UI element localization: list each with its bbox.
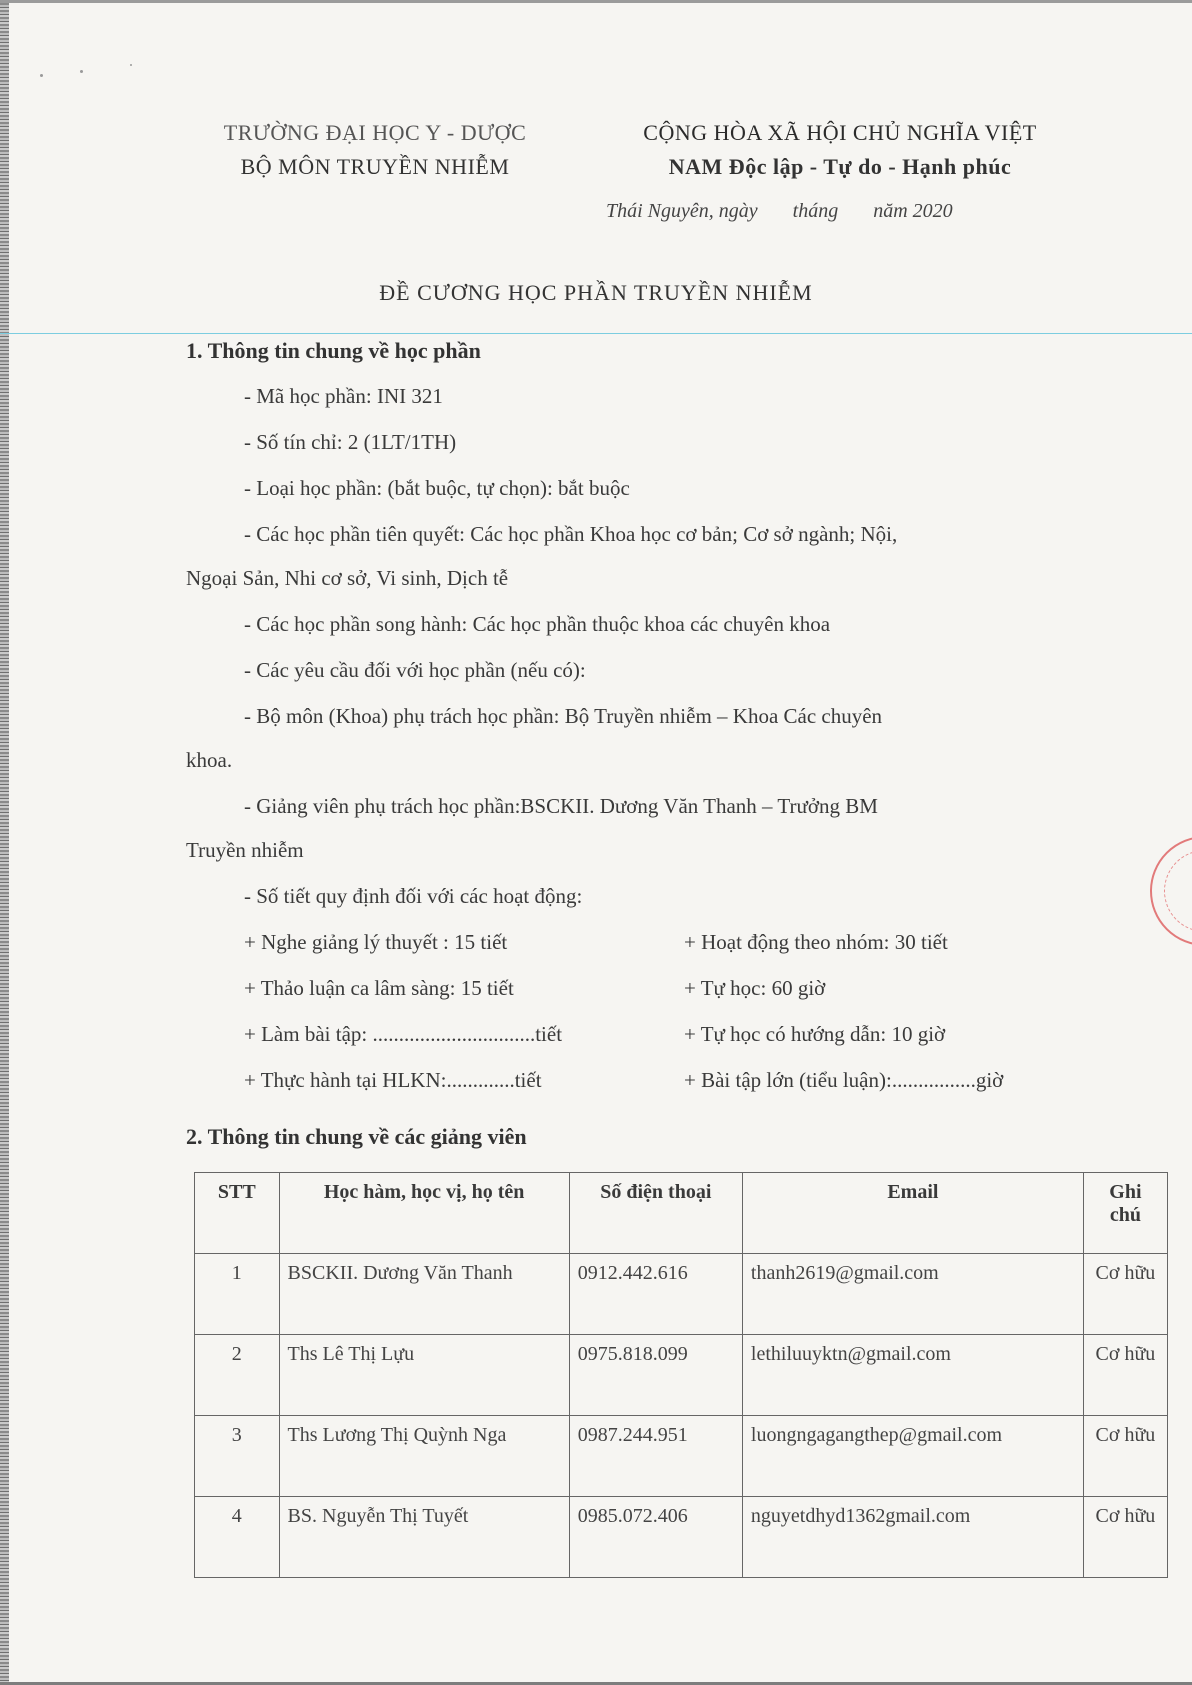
department-line-1: - Bộ môn (Khoa) phụ trách học phần: Bộ Truyền nhiễm – Khoa Các chuyên: [244, 704, 883, 728]
cell-phone: 0985.072.406: [569, 1497, 742, 1578]
scan-speck: [80, 70, 83, 73]
course-type: - Loại học phần: (bắt buộc, tự chọn): bắt buộc: [244, 476, 630, 500]
column-header-stt: STT: [195, 1173, 280, 1254]
cell-name: BSCKII. Dương Văn Thanh: [279, 1254, 569, 1335]
cell-stt: 4: [195, 1497, 280, 1578]
column-header-name: Học hàm, học vị, họ tên: [279, 1173, 569, 1254]
republic-name: CỘNG HÒA XÃ HỘI CHỦ NGHĨA VIỆT: [643, 120, 1037, 145]
header-institution: [180, 116, 570, 184]
scan-edge-strip: [0, 0, 9, 1685]
cell-email: luongngagangthep@gmail.com: [742, 1416, 1083, 1497]
column-header-note: Ghi chú: [1083, 1173, 1167, 1254]
column-header-email: Email: [742, 1173, 1083, 1254]
department-name: BỘ MÔN TRUYỀN NHIỄM: [240, 154, 510, 179]
activity-lecture: + Nghe giảng lý thuyết : 15 tiết: [244, 930, 508, 954]
section-1-heading: 1. Thông tin chung về học phần: [186, 338, 481, 363]
department-line-2: khoa.: [186, 748, 233, 772]
national-motto: NAM Độc lập - Tự do - Hạnh phúc: [668, 154, 1012, 179]
document-title: ĐỀ CƯƠNG HỌC PHẦN TRUYỀN NHIỄM: [379, 280, 813, 305]
cell-stt: 2: [195, 1335, 280, 1416]
hours-intro: - Số tiết quy định đối với các hoạt động:: [244, 884, 583, 908]
table-header-row: [195, 1173, 1168, 1254]
cell-name: Ths Lê Thị Lựu: [279, 1335, 569, 1416]
parallel-courses: - Các học phần song hành: Các học phần thuộc khoa các chuyên khoa: [244, 612, 831, 636]
cell-phone: 0987.244.951: [569, 1416, 742, 1497]
cell-note: Cơ hữu: [1083, 1416, 1167, 1497]
cell-note: Cơ hữu: [1083, 1254, 1167, 1335]
university-name: TRƯỜNG ĐẠI HỌC Y - DƯỢC: [223, 120, 527, 145]
cell-email: thanh2619@gmail.com: [742, 1254, 1083, 1335]
red-seal-stamp: [1150, 836, 1192, 946]
table-row: [195, 1497, 1168, 1578]
cell-email: nguyetdhyd1362gmail.com: [742, 1497, 1083, 1578]
course-credits: - Số tín chỉ: 2 (1LT/1TH): [244, 430, 457, 454]
scan-speck: [130, 64, 132, 66]
cell-note: Cơ hữu: [1083, 1497, 1167, 1578]
scan-blue-line: [0, 333, 1192, 334]
cell-phone: 0912.442.616: [569, 1254, 742, 1335]
cell-stt: 1: [195, 1254, 280, 1335]
lecturer-line-2: Truyền nhiễm: [186, 838, 304, 862]
cell-note: Cơ hữu: [1083, 1335, 1167, 1416]
course-requirements: - Các yêu cầu đối với học phần (nếu có):: [244, 658, 586, 682]
scan-top-edge: [0, 0, 1192, 3]
section-2-heading: 2. Thông tin chung về các giảng viên: [186, 1124, 527, 1149]
activity-self-study: + Tự học: 60 giờ: [684, 976, 826, 1000]
cell-name: Ths Lương Thị Quỳnh Nga: [279, 1416, 569, 1497]
header-national: [590, 116, 1090, 184]
activity-skills-lab: + Thực hành tại HLKN:.............tiết: [244, 1068, 542, 1092]
lecturer-line-1: - Giảng viên phụ trách học phần:BSCKII. Dương Văn Thanh – Trưởng BM: [244, 794, 878, 818]
prerequisites-line-2: Ngoại Sản, Nhi cơ sở, Vi sinh, Dịch tễ: [186, 566, 509, 590]
activity-group-work: + Hoạt động theo nhóm: 30 tiết: [684, 930, 948, 954]
course-code: - Mã học phần: INI 321: [244, 384, 443, 408]
lecturer-table: [194, 1172, 1168, 1578]
cell-name: BS. Nguyễn Thị Tuyết: [279, 1497, 569, 1578]
activity-case-discussion: + Thảo luận ca lâm sàng: 15 tiết: [244, 976, 514, 1000]
activity-essay: + Bài tập lớn (tiểu luận):................giờ: [684, 1068, 1004, 1092]
table-row: [195, 1254, 1168, 1335]
activity-guided-study: + Tự học có hướng dẫn: 10 giờ: [684, 1022, 946, 1046]
column-header-phone: Số điện thoại: [569, 1173, 742, 1254]
table-row: [195, 1416, 1168, 1497]
scan-speck: [40, 74, 43, 77]
table-row: [195, 1335, 1168, 1416]
prerequisites-line-1: - Các học phần tiên quyết: Các học phần Khoa học cơ bản; Cơ sở ngành; Nội,: [244, 522, 898, 546]
date-line: Thái Nguyên, ngày tháng năm 2020: [606, 200, 953, 222]
cell-stt: 3: [195, 1416, 280, 1497]
cell-email: lethiluuyktn@gmail.com: [742, 1335, 1083, 1416]
cell-phone: 0975.818.099: [569, 1335, 742, 1416]
activity-exercises: + Làm bài tập: ...............................tiết: [244, 1022, 563, 1046]
